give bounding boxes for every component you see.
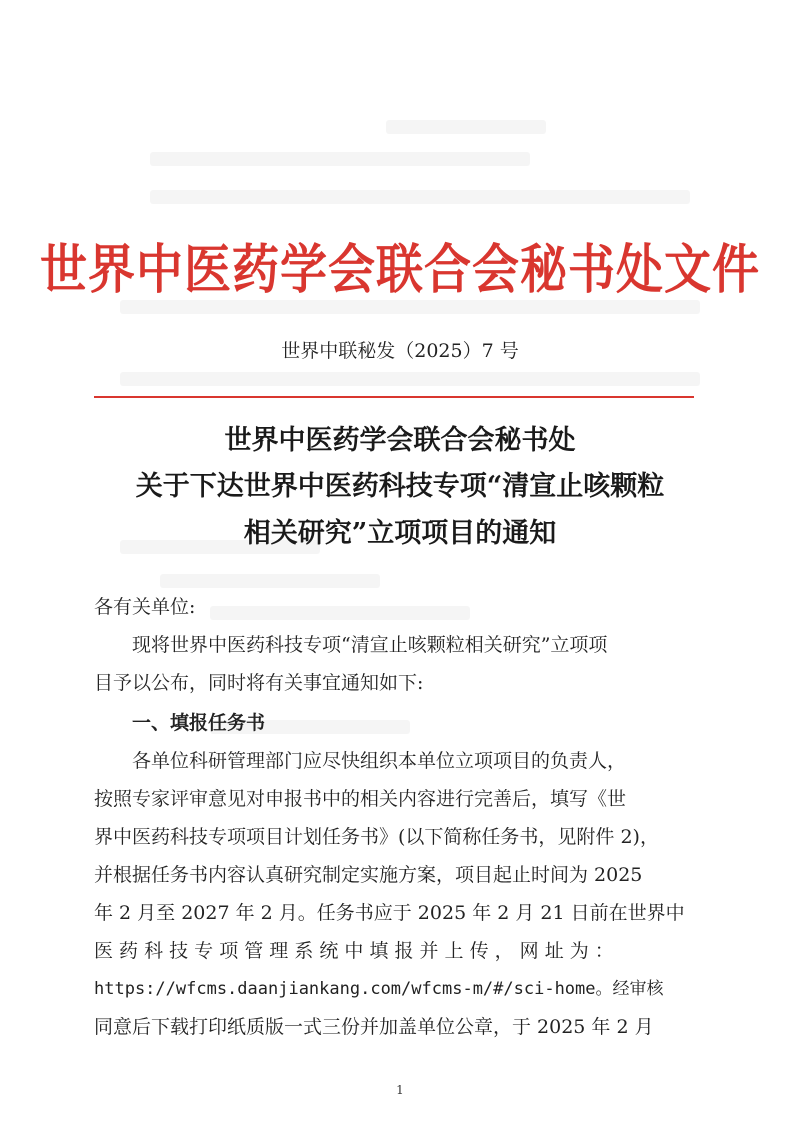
paragraph-2-line-5: 年 2 月至 2027 年 2 月。任务书应于 2025 年 2 月 21 日前在世界中 [94,902,685,924]
paragraph-2-line-8: 同意后下载打印纸质版一式三份并加盖单位公章，于 2025 年 2 月 [94,1016,654,1038]
document-number: 世界中联秘发（2025）7 号 [281,340,519,362]
paragraph-2-line-2: 按照专家评审意见对申报书中的相关内容进行完善后，填写《世 [94,788,627,810]
notice-title-line-1: 世界中医药学会联合会秘书处 [224,425,576,456]
section-1-heading: 一、填报任务书 [132,712,266,734]
paragraph-2-line-1: 各单位科研管理部门应尽快组织本单位立项项目的负责人， [132,750,627,772]
letterhead-title: 世界中医药学会联合会秘书处文件 [40,239,760,301]
page-number: 1 [396,1083,404,1097]
red-divider-line [94,396,694,398]
paragraph-2-line-4: 并根据任务书内容认真研究制定实施方案，项目起止时间为 2025 [94,864,643,886]
paragraph-2-line-6: 医 药 科 技 专 项 管 理 系 统 中 填 报 并 上 传 ， 网 址 为 ： [94,940,614,962]
notice-title-line-2: 关于下达世界中医药科技专项“清宣止咳颗粒 [135,471,665,502]
salutation: 各有关单位: [94,596,196,618]
paragraph-1-line-2: 目予以公布，同时将有关事宜通知如下: [94,672,424,694]
notice-title-line-3: 相关研究”立项项目的通知 [243,518,557,549]
paragraph-1-line-1: 现将世界中医药科技专项“清宣止咳颗粒相关研究”立项项 [132,634,608,656]
paragraph-2-line-7-url: https://wfcms.daanjiankang.com/wfcms-m/#/sci-home。经审核 [94,979,664,999]
paragraph-2-line-3: 界中医药科技专项项目计划任务书》(以下简称任务书，见附件 2)， [94,826,659,848]
